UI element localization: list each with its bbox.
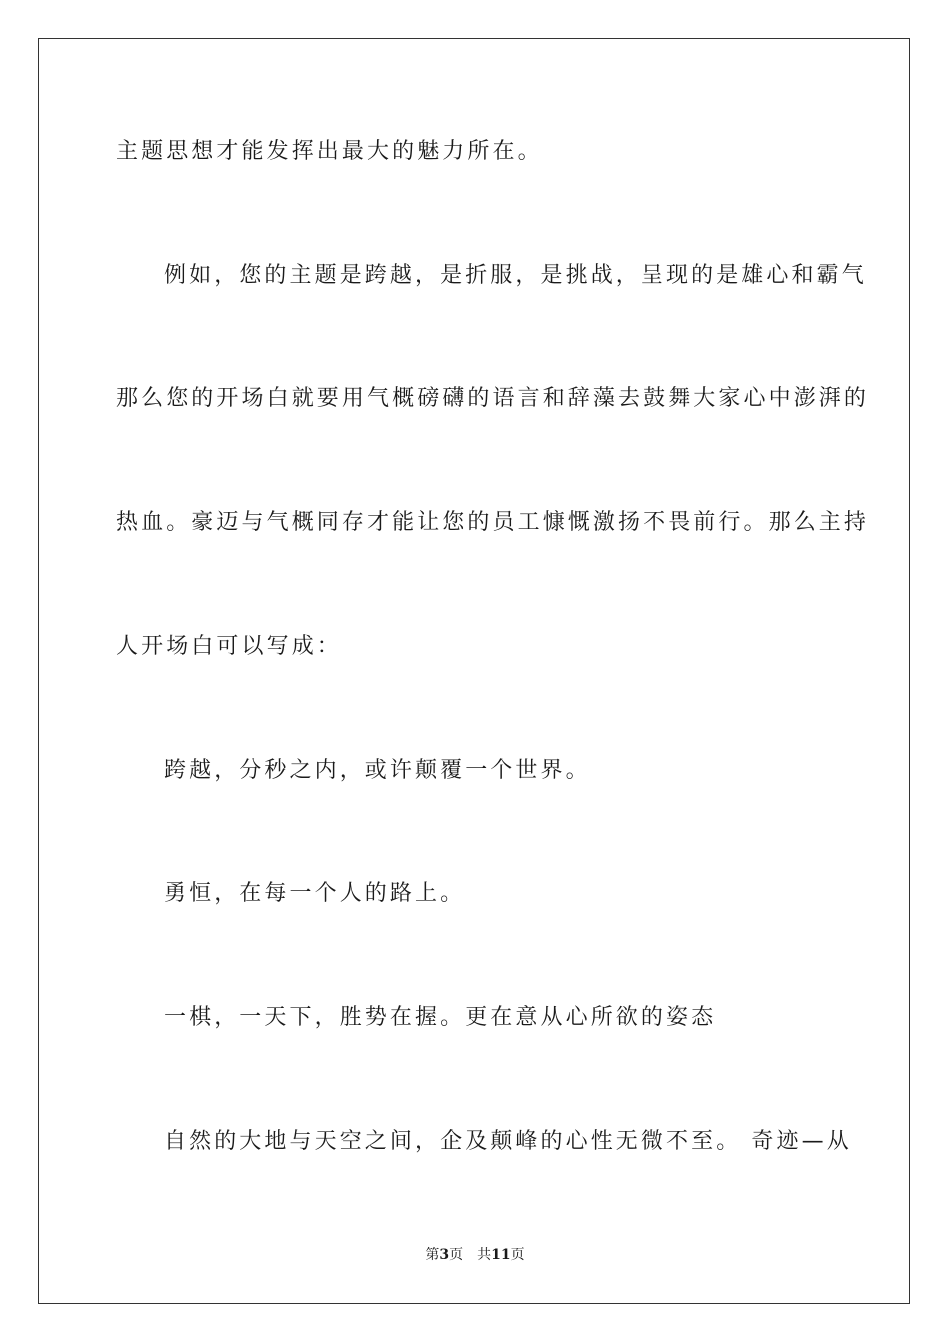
footer-page-number: 3 bbox=[439, 1247, 450, 1263]
footer-total-suffix: 页 bbox=[510, 1247, 525, 1263]
paragraph-line-1: 主题思想才能发挥出最大的魅力所在。 bbox=[116, 139, 543, 164]
paragraph-line-7: 勇恒，在每一个人的路上。 bbox=[164, 881, 466, 906]
footer-page-suffix: 页 bbox=[449, 1247, 464, 1263]
footer-total-prefix: 共 bbox=[477, 1247, 492, 1263]
footer-page-prefix: 第 bbox=[425, 1247, 440, 1263]
page-footer bbox=[0, 1246, 950, 1264]
footer-total-pages: 11 bbox=[491, 1247, 511, 1263]
paragraph-line-4: 热血。豪迈与气概同存才能让您的员工慷慨激扬不畏前行。那么主持 bbox=[116, 510, 870, 535]
paragraph-line-9: 自然的大地与天空之间，企及颠峰的心性无微不至。 奇迹—从 bbox=[164, 1129, 852, 1154]
page-border bbox=[38, 38, 910, 1304]
paragraph-line-8: 一棋，一天下，胜势在握。更在意从心所欲的姿态 bbox=[164, 1005, 717, 1030]
paragraph-line-3: 那么您的开场白就要用气概磅礴的语言和辞藻去鼓舞大家心中澎湃的 bbox=[116, 386, 870, 411]
paragraph-line-5: 人开场白可以写成： bbox=[116, 634, 342, 659]
paragraph-line-2: 例如，您的主题是跨越，是折服，是挑战，呈现的是雄心和霸气 bbox=[164, 263, 867, 288]
paragraph-line-6: 跨越，分秒之内，或许颠覆一个世界。 bbox=[164, 758, 591, 783]
